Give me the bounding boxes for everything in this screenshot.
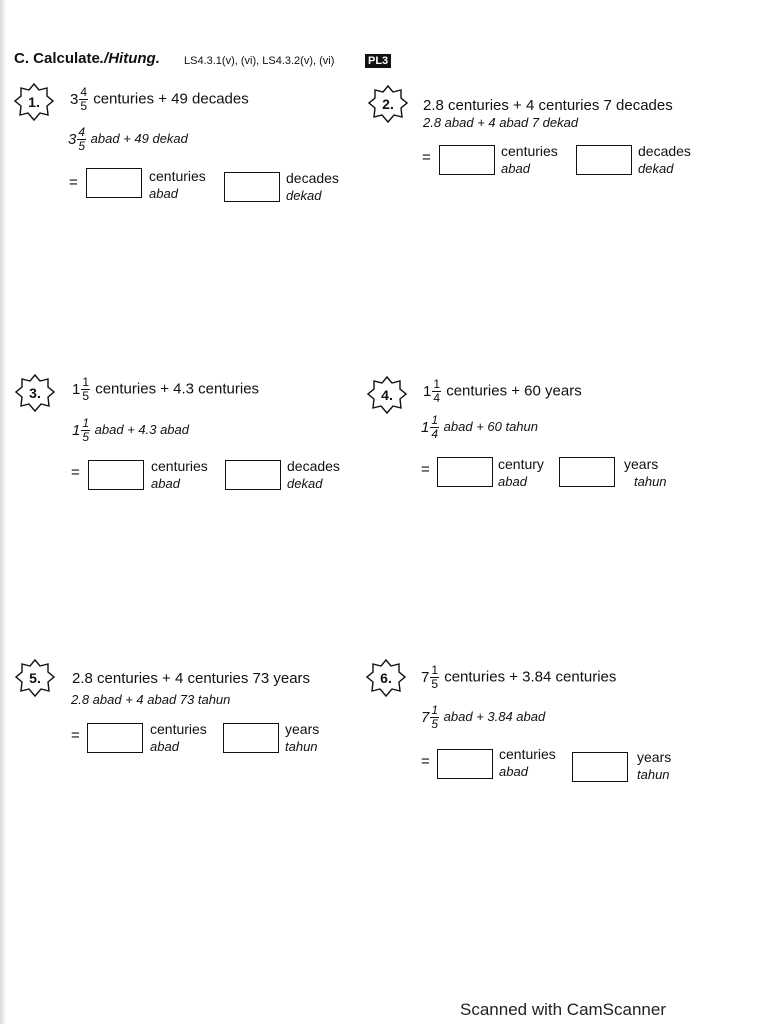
unit-malay: dekad (638, 161, 674, 176)
answer-box-2[interactable] (224, 172, 280, 202)
fraction-whole: 7 (421, 669, 430, 686)
unit-english: decades (286, 170, 339, 186)
answer-box-2[interactable] (576, 145, 632, 175)
unit-english: centuries (501, 143, 558, 159)
answer-box-2[interactable] (572, 752, 628, 782)
question-number: 1. (28, 94, 40, 110)
unit-label-2 (287, 458, 340, 492)
unit-label-2 (285, 721, 319, 755)
fraction-numerator: 1 (433, 377, 441, 391)
scan-edge-shadow (0, 0, 6, 1024)
title-english: C. Calculate (14, 50, 100, 67)
question-badge (366, 658, 406, 698)
fraction-whole: 1 (421, 419, 430, 436)
unit-malay: tahun (634, 474, 667, 489)
question-badge (15, 373, 55, 413)
question-expression-malay: 2.8 abad + 4 abad 73 tahun (71, 692, 231, 707)
answer-box-1[interactable] (437, 457, 493, 487)
fraction-denominator: 5 (78, 139, 86, 153)
question-expression: 2.8 centuries + 4 centuries 7 decades (423, 97, 673, 114)
equals-sign: = (421, 461, 430, 478)
scanner-watermark: Scanned with CamScanner (460, 1000, 667, 1019)
unit-english: years (637, 749, 672, 765)
fraction-numerator: 4 (80, 85, 88, 99)
expression-text: centuries + 3.84 centuries (444, 668, 617, 686)
unit-label-1 (150, 721, 207, 755)
fraction (77, 126, 86, 153)
fraction-denominator: 5 (82, 389, 90, 403)
expression-text: centuries + 49 decades (93, 90, 249, 108)
unit-label-1 (499, 746, 556, 780)
question-expression (421, 664, 616, 691)
unit-label-1 (498, 456, 544, 490)
fraction-whole: 3 (70, 91, 79, 108)
answer-box-1[interactable] (437, 749, 493, 779)
expression-text: centuries + 60 years (446, 382, 582, 400)
fraction-numerator: 4 (78, 125, 86, 139)
unit-english: years (624, 456, 659, 472)
equals-sign: = (421, 753, 430, 770)
unit-label-2 (624, 456, 667, 490)
question-expression-malay (421, 704, 545, 731)
answer-box-2[interactable] (223, 723, 279, 753)
fraction-numerator: 1 (431, 703, 439, 717)
unit-english: centuries (499, 746, 556, 762)
question-badge (368, 84, 408, 124)
question-number: 6. (380, 670, 392, 686)
question-expression-malay (421, 414, 538, 441)
fraction-numerator: 1 (82, 416, 90, 430)
equals-sign: = (71, 727, 80, 744)
fraction (430, 664, 439, 691)
question-expression (70, 86, 249, 113)
unit-english: centuries (150, 721, 207, 737)
fraction-denominator: 5 (431, 717, 439, 731)
expression-text-malay: abad + 60 tahun (443, 418, 538, 434)
unit-malay: abad (498, 474, 527, 489)
expression-text-malay: abad + 4.3 abad (94, 421, 189, 437)
unit-label-1 (149, 168, 206, 202)
fraction (430, 414, 439, 441)
question-number: 3. (29, 385, 41, 401)
unit-label-1 (151, 458, 208, 492)
unit-english: centuries (149, 168, 206, 184)
question-number: 5. (29, 670, 41, 686)
unit-malay: tahun (285, 739, 318, 754)
expression-text-malay: abad + 3.84 abad (443, 708, 546, 724)
unit-english: years (285, 721, 320, 737)
answer-box-1[interactable] (88, 460, 144, 490)
unit-malay: tahun (637, 767, 670, 782)
equals-sign: = (422, 149, 431, 166)
unit-malay: dekad (286, 188, 322, 203)
fraction-numerator: 1 (431, 663, 439, 677)
fraction-denominator: 5 (80, 99, 88, 113)
question-badge (15, 658, 55, 698)
expression-text-malay: abad + 49 dekad (90, 130, 188, 146)
unit-label-2 (638, 143, 691, 177)
title-separator: ./ (99, 50, 109, 67)
fraction-whole: 1 (72, 422, 81, 439)
fraction-numerator: 1 (82, 375, 90, 389)
fraction-denominator: 5 (82, 430, 90, 444)
answer-box-2[interactable] (559, 457, 615, 487)
fraction-whole: 7 (421, 709, 430, 726)
question-badge (14, 82, 54, 122)
unit-label-2 (637, 749, 671, 783)
answer-box-2[interactable] (225, 460, 281, 490)
question-expression: 2.8 centuries + 4 centuries 73 years (72, 670, 311, 687)
answer-box-1[interactable] (86, 168, 142, 198)
title-malay: Hitung. (108, 50, 160, 67)
fraction (81, 376, 90, 403)
fraction-denominator: 4 (431, 427, 439, 441)
unit-malay: dekad (287, 476, 323, 491)
fraction-denominator: 4 (433, 391, 441, 405)
fraction-whole: 1 (423, 383, 432, 400)
question-expression-malay (72, 417, 189, 444)
question-badge (367, 375, 407, 415)
fraction-whole: 3 (68, 131, 77, 148)
fraction (81, 417, 90, 444)
learning-standard-codes: LS4.3.1(v), (vi), LS4.3.2(v), (vi) (184, 55, 335, 67)
fraction (79, 86, 88, 113)
fraction-whole: 1 (72, 381, 81, 398)
unit-label-2 (286, 170, 339, 204)
fraction (430, 704, 439, 731)
question-expression-malay (68, 126, 188, 153)
unit-malay: abad (499, 764, 528, 779)
performance-level-badge: PL3 (365, 54, 391, 68)
fraction-numerator: 1 (431, 413, 439, 427)
unit-english: decades (638, 143, 691, 159)
unit-malay: abad (501, 161, 530, 176)
question-number: 2. (382, 96, 394, 112)
expression-text: centuries + 4.3 centuries (95, 380, 260, 398)
question-expression-malay: 2.8 abad + 4 abad 7 dekad (423, 115, 579, 130)
equals-sign: = (69, 174, 78, 191)
question-number: 4. (381, 387, 393, 403)
equals-sign: = (71, 464, 80, 481)
unit-english: century (498, 456, 544, 472)
section-title (14, 50, 160, 67)
unit-english: centuries (151, 458, 208, 474)
fraction-denominator: 5 (431, 677, 439, 691)
unit-malay: abad (151, 476, 180, 491)
question-expression (72, 376, 259, 403)
unit-malay: abad (149, 186, 178, 201)
answer-box-1[interactable] (439, 145, 495, 175)
unit-malay: abad (150, 739, 179, 754)
unit-label-1 (501, 143, 558, 177)
unit-english: decades (287, 458, 340, 474)
fraction (432, 378, 441, 405)
answer-box-1[interactable] (87, 723, 143, 753)
question-expression (423, 378, 582, 405)
